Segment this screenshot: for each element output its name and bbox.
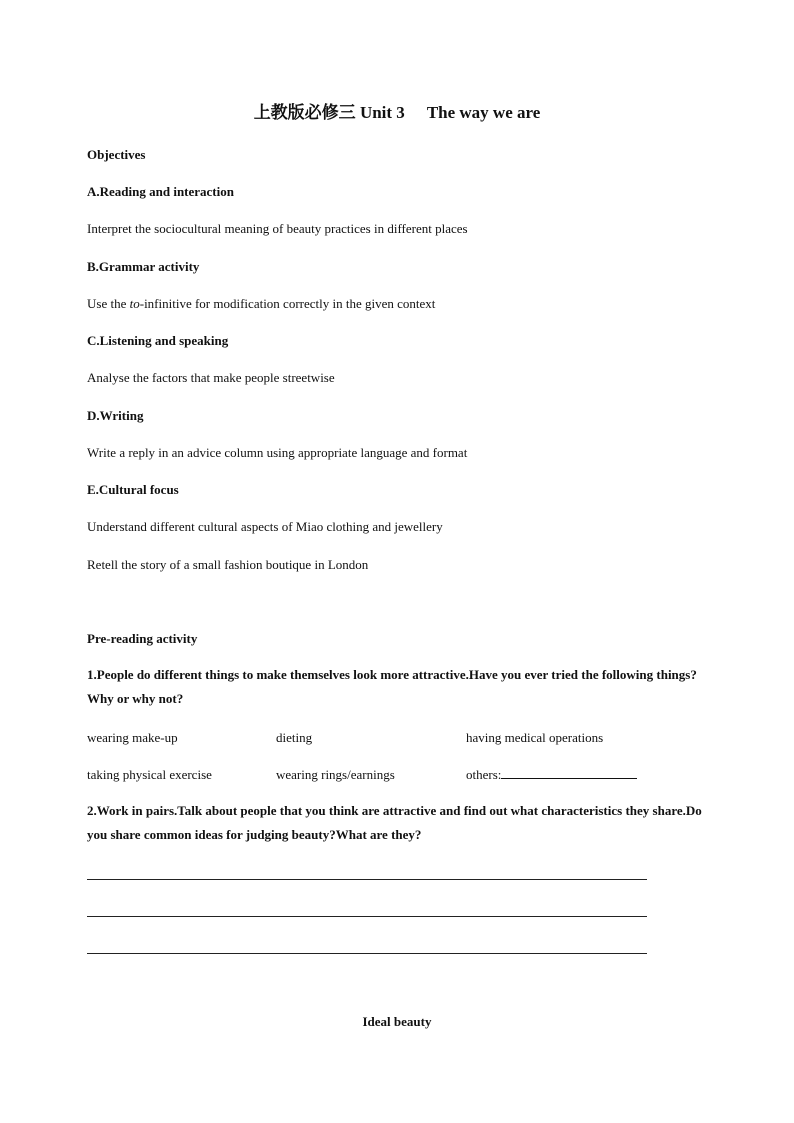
- objective-b-pre: Use the: [87, 296, 130, 311]
- objective-c-text: Analyse the factors that make people streetwise: [87, 370, 335, 385]
- section-title-ideal-beauty: Ideal beauty: [362, 1014, 432, 1029]
- objective-a-heading: A.Reading and interaction: [87, 184, 234, 199]
- page-title: [0, 98, 794, 123]
- question-2: 2.Work in pairs.Talk about people that you think are attractive and find out what characteristics they share.Do you share common ideas for judging beauty?What are they?: [87, 803, 702, 842]
- answer-line-2[interactable]: [87, 916, 647, 917]
- objective-a-text: Interpret the sociocultural meaning of beauty practices in different places: [87, 221, 468, 236]
- objective-d-text: Write a reply in an advice column using appropriate language and format: [87, 445, 468, 460]
- objectives-heading: Objectives: [87, 147, 146, 162]
- option-medical-operations: having medical operations: [466, 730, 604, 745]
- objective-e-heading: E.Cultural focus: [87, 482, 179, 497]
- objective-e-text-1: Understand different cultural aspects of Miao clothing and jewellery: [87, 519, 443, 534]
- prereading-heading: Pre-reading activity: [87, 631, 198, 646]
- title-cn: 上教版必修三: [253, 103, 356, 122]
- objective-c-heading: C.Listening and speaking: [87, 333, 229, 348]
- option-make-up: wearing make-up: [87, 730, 178, 745]
- option-others-label: others:: [466, 767, 502, 782]
- option-dieting: dieting: [276, 730, 313, 745]
- objective-d-heading: D.Writing: [87, 408, 144, 423]
- objective-b-em: to: [129, 296, 140, 311]
- objective-b-post: -infinitive for modification correctly in the given context: [139, 296, 436, 311]
- objective-e-text-2: Retell the story of a small fashion boutique in London: [87, 557, 369, 572]
- option-physical-exercise: taking physical exercise: [87, 767, 212, 782]
- objective-b-heading: B.Grammar activity: [87, 259, 200, 274]
- title-unit: Unit 3: [359, 103, 405, 122]
- objective-b-text: [87, 296, 435, 312]
- option-others: [466, 767, 637, 783]
- answer-line-3[interactable]: [87, 953, 647, 954]
- question-1: 1.People do different things to make themselves look more attractive.Have you ever tried the following things?Why or why not?: [87, 667, 697, 706]
- answer-line-1[interactable]: [87, 879, 647, 880]
- option-rings-earnings: wearing rings/earnings: [276, 767, 395, 782]
- others-answer-blank[interactable]: [501, 767, 637, 779]
- title-name: The way we are: [426, 103, 541, 122]
